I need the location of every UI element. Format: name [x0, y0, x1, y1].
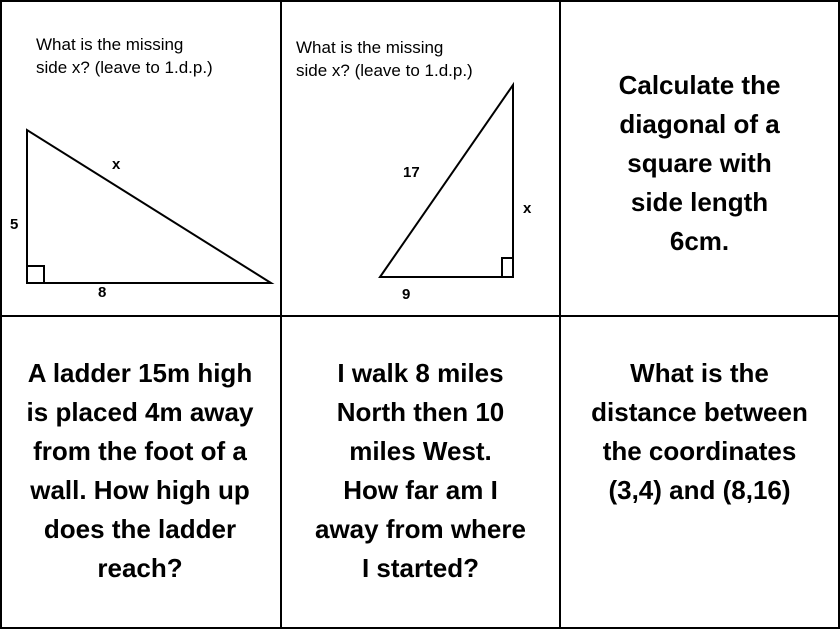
triangle-2-base-label: 9 — [402, 286, 411, 303]
card-4-question: A ladder 15m high is placed 4m away from the foot of a wall. How high up does the ladder reach? — [26, 358, 254, 583]
triangle-2-hypotenuse-label: 17 — [403, 164, 420, 181]
triangle-1-height-label: 5 — [10, 216, 19, 233]
triangle-1-base-label: 8 — [98, 284, 107, 301]
card-1-question: What is the missing side x? (leave to 1.d.p.) — [36, 35, 213, 77]
card-6-question: What is the distance between the coordinates (3,4) and (8,16) — [591, 358, 808, 505]
card-3-question: Calculate the diagonal of a square with side length 6cm. — [618, 70, 781, 256]
right-angle-marker-2 — [502, 258, 513, 277]
card-2-question: What is the missing side x? (leave to 1.d.p.) — [296, 38, 473, 80]
triangle-2-height-label: x — [523, 200, 532, 217]
triangle-2-shape — [380, 85, 513, 277]
triangle-1-hypotenuse-label: x — [112, 156, 121, 173]
card-5-question: I walk 8 miles North then 10 miles West. How far am I away from where I started? — [315, 358, 526, 583]
